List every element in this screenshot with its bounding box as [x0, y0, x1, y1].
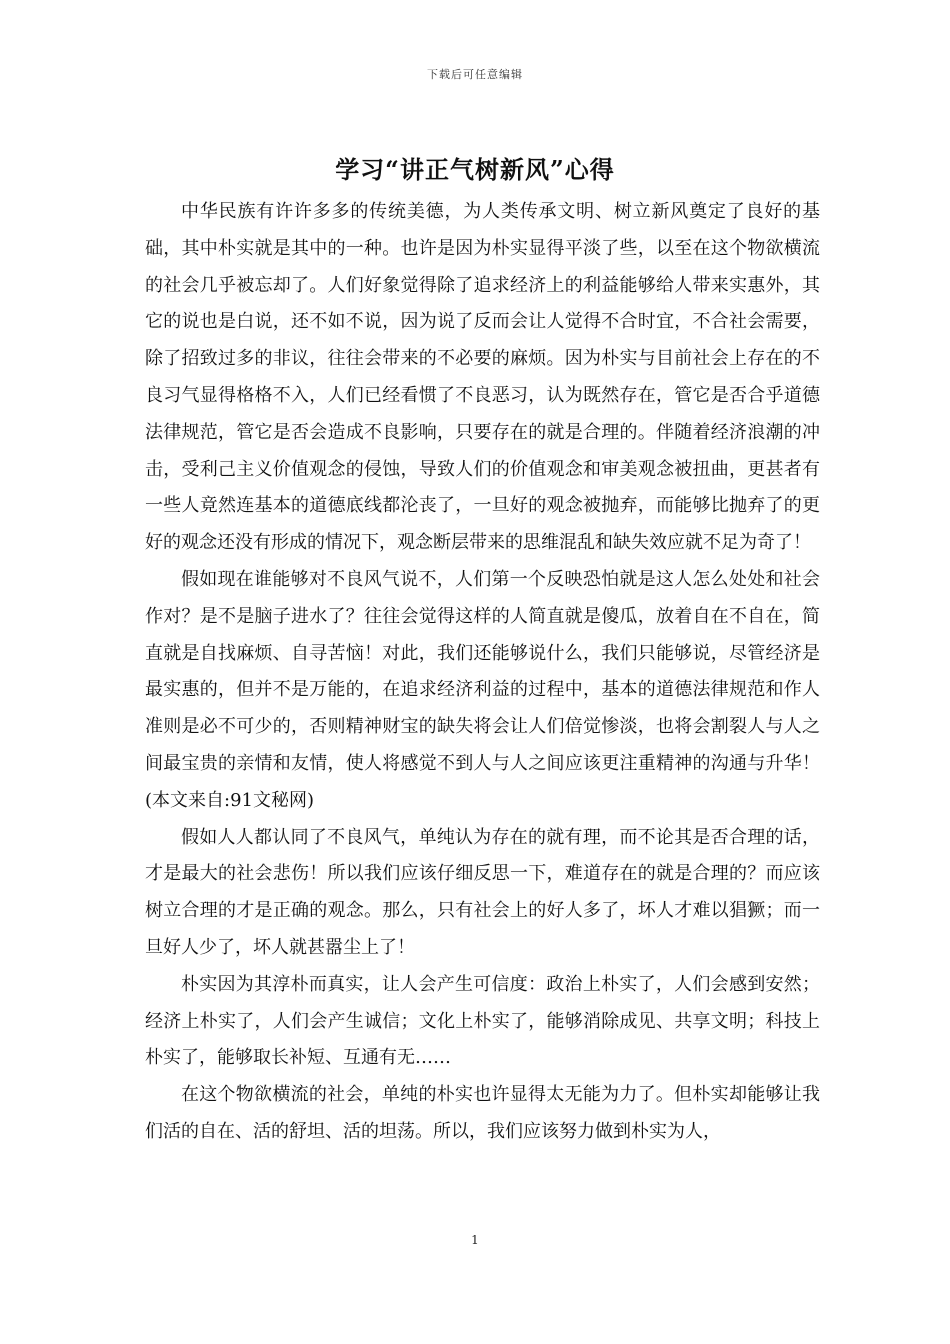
- page-header-note: 下载后可任意编辑: [427, 68, 523, 81]
- paragraph: 在这个物欲横流的社会，单纯的朴实也许显得太无能为力了。但朴实却能够让我们活的自在、活的舒坦、活的坦荡。所以，我们应该努力做到朴实为人，: [145, 1084, 820, 1142]
- paragraph: 假如现在谁能够对不良风气说不，人们第一个反映恐怕就是这人怎么处处和社会作对？是不是脑子进水了？往往会觉得这样的人简直就是傻瓜，放着自在不自在，简直就是自找麻烦、自寻苦恼！对此，我们还能够说什么，我们只能够说，尽管经济是最实惠的，但并不是万能的，在追求经济利益的过程中，基本的道德法律规范和作人准则是必不可少的，否则精神财宝的缺失将会让人们倍觉惨淡，也将会割裂人与人之间最宝贵的亲情和友情，使人将感觉不到人与人之间应该更注重精神的沟通与升华！(本文来自:91文秘网): [145, 568, 820, 811]
- page-number: 1: [471, 1233, 479, 1247]
- paragraph: 假如人人都认同了不良风气，单纯认为存在的就有理，而不论其是否合理的话，才是最大的社会悲伤！所以我们应该仔细反思一下，难道存在的就是合理的？而应该树立合理的才是正确的观念。那么，只有社会上的好人多了，坏人才难以猖獗；而一旦好人少了，坏人就甚嚣尘上了！: [145, 826, 820, 958]
- document-body: [145, 194, 820, 1151]
- document-title: 学习“讲正气树新风”心得: [335, 155, 615, 184]
- paragraph: 朴实因为其淳朴而真实，让人会产生可信度：政治上朴实了，人们会感到安然；经济上朴实了，人们会产生诚信；文化上朴实了，能够消除成见、共享文明；科技上朴实了，能够取长补短、互通有无……: [145, 973, 820, 1069]
- paragraph: 中华民族有许许多多的传统美德，为人类传承文明、树立新风奠定了良好的基础，其中朴实就是其中的一种。也许是因为朴实显得平淡了些，以至在这个物欲横流的社会几乎被忘却了。人们好象觉得除了追求经济上的利益能够给人带来实惠外，其它的说也是白说，还不如不说，因为说了反而会让人觉得不合时宜，不合社会需要，除了招致过多的非议，往往会带来的不必要的麻烦。因为朴实与目前社会上存在的不良习气显得格格不入，人们已经看惯了不良恶习，认为既然存在，管它是否合乎道德法律规范，管它是否会造成不良影响，只要存在的就是合理的。伴随着经济浪潮的冲击，受利己主义价值观念的侵蚀，导致人们的价值观念和审美观念被扭曲，更甚者有一些人竟然连基本的道德底线都沦丧了，一旦好的观念被抛弃，而能够比抛弃了的更好的观念还没有形成的情况下，观念断层带来的思维混乱和缺失效应就不足为奇了！: [145, 201, 820, 554]
